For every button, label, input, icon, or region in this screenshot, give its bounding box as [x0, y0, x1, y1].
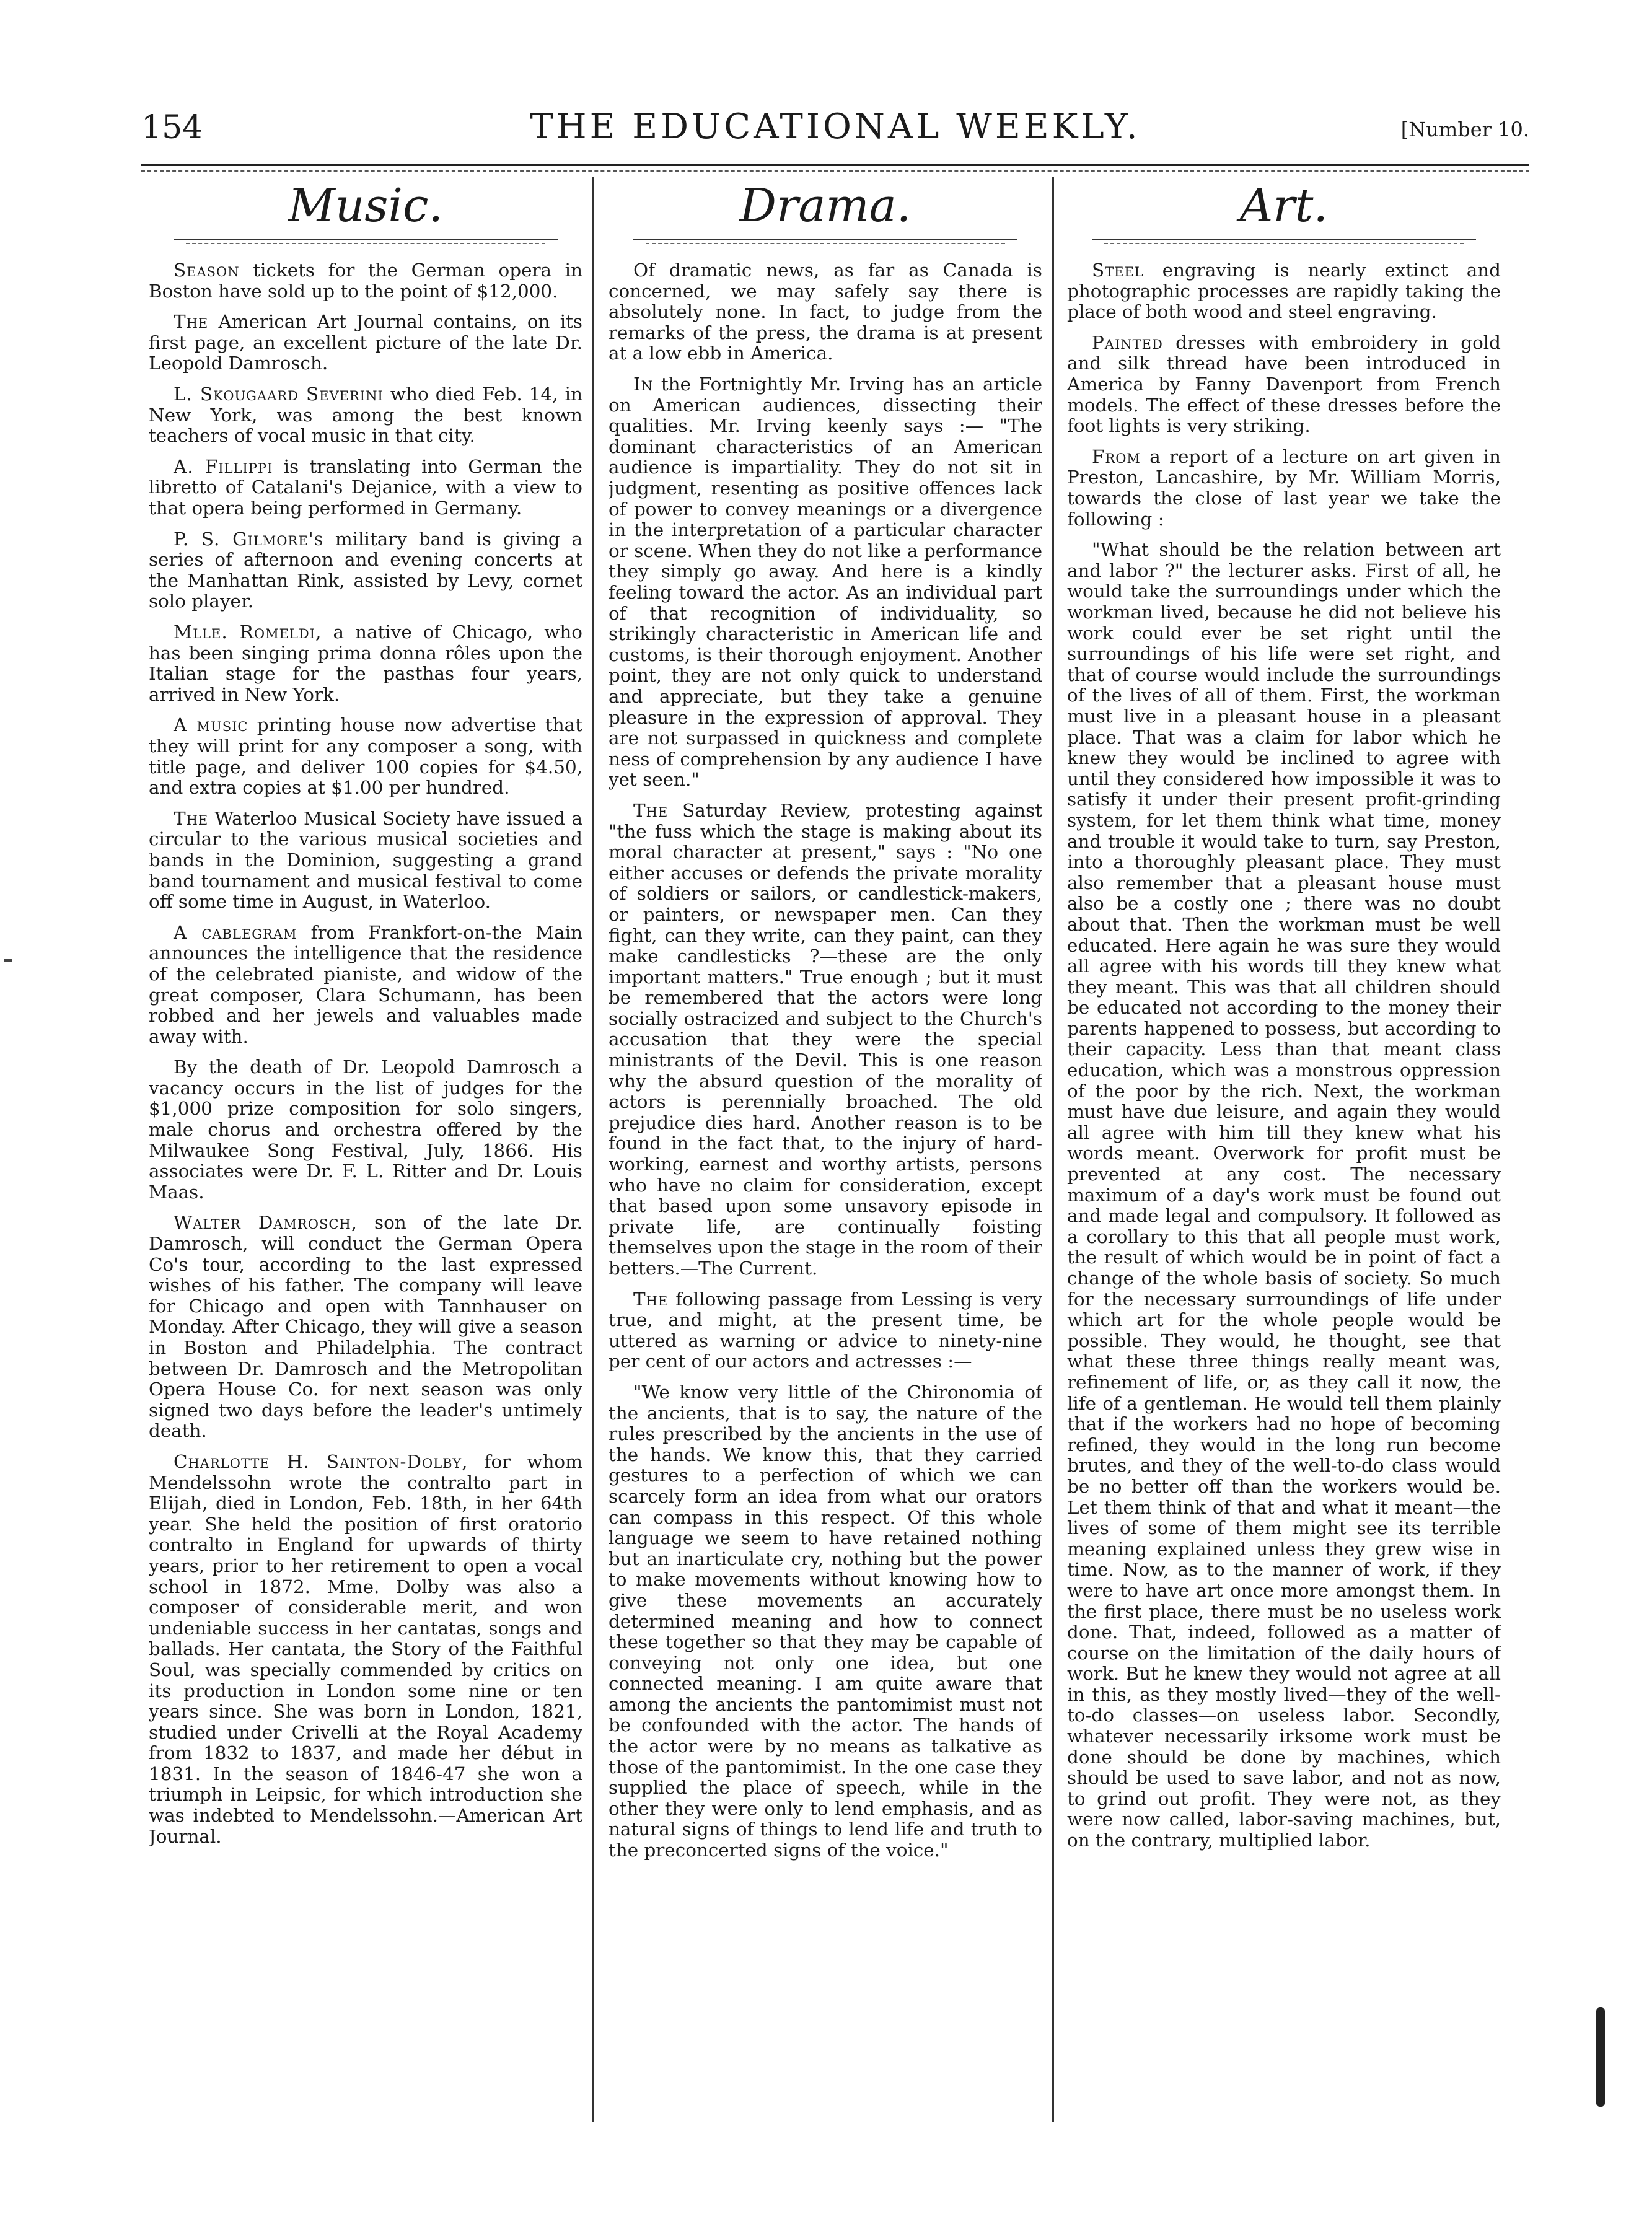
paragraph-lead: The [633, 1288, 669, 1310]
drama-column [609, 180, 1042, 2125]
paragraph-lead: P. S. Gilmore's [174, 528, 324, 550]
column-heading-art: Art. [1239, 180, 1329, 232]
paragraph-text: "We know very little of the Chironomia of the ancients, that is to say, the nature of the rules prescribed by the ancients in the use of the hands. We know this, that they carried gestures to a perfection of which we can scarcely form an idea from what our orators can compass in this respect. Of this whole language we seem to have retained nothing but an inarticulate cry, nothing but the power to make movements without knowing how to give these movements an accurately determined meaning and how to connect these together so that they may be capable of conveying not only one idea, but one connected meaning. I am quite aware that among the ancients the pantomimist must not be confounded with the actor. The hands of the actor were by no means as talkative as those of the pantomimist. In the one case they supplied the place of speech, while in the other they were only to lend emphasis, and as natural signs of things to lend life and truth to the preconcerted signs of the voice." [609, 1381, 1042, 1861]
paragraph-text: is translating into German the libretto of Catalani's Dejanice, with a view to that opera being performed in Germany. [149, 455, 582, 519]
paragraph-lead: Steel [1092, 260, 1144, 281]
article-paragraph [609, 1289, 1042, 1372]
article-paragraph [1067, 260, 1501, 323]
header-rule-dashed [141, 170, 1529, 172]
article-paragraph [149, 260, 582, 302]
article-paragraph [149, 384, 582, 447]
issue-number: [Number 10. [1400, 118, 1529, 141]
paragraph-lead: A. Fillippi [174, 455, 273, 477]
margin-mark [4, 959, 12, 962]
article-paragraph [149, 809, 582, 913]
paragraph-lead: A cablegram [174, 921, 297, 943]
heading-rule [174, 239, 558, 240]
paragraph-lead: In [633, 374, 653, 395]
article-paragraph [149, 1057, 582, 1203]
article-paragraph [609, 260, 1042, 364]
article-paragraph [149, 457, 582, 519]
column-divider [1052, 177, 1054, 2122]
paragraph-lead: The [174, 807, 209, 829]
article-paragraph [609, 801, 1042, 1279]
journal-title: THE EDUCATIONAL WEEKLY. [530, 107, 1141, 147]
column-heading-drama: Drama. [739, 180, 912, 232]
paragraph-text: engraving is nearly extinct and photographic processes are rapidly taking the place of both wood and steel engraving. [1067, 260, 1501, 323]
paragraph-text: who died Feb. 14, in New York, was among the best known teachers of vocal music in that city. [149, 384, 582, 447]
page-number: 154 [141, 109, 203, 146]
article-paragraph [149, 312, 582, 374]
paragraph-text: Waterloo Musical Society have issued a circular to the various musical societies and bands in the Dominion, suggesting a grand band tournament and musical festival to come off some time in August, in Waterloo. [149, 807, 582, 913]
heading-rule-dashed [186, 243, 545, 244]
paragraph-text: son of the late Dr. Damrosch, will conduct the German Opera Co's tour, according to the last expressed wishes of his father. The company will leave for Chicago and open with Tannhauser on Monday. After Chicago, they will give a season in Boston and Philadelphia. The contract between Dr. Damrosch and the Metropolitan Opera House Co. for next season was only signed two days before the leader's untimely death. [149, 1212, 582, 1442]
paragraph-text: dresses with embroidery in gold and silk thread have been introduced in America by Fanny Davenport from French models. The effect of these dresses before the foot lights is very striking. [1067, 331, 1501, 437]
paragraph-lead: Season [174, 260, 240, 281]
paragraph-lead: Charlotte H. Sainton-Dolby, [174, 1450, 468, 1472]
paragraph-lead: A music [174, 714, 248, 736]
article-paragraph [1067, 447, 1501, 530]
article-paragraph [1067, 333, 1501, 437]
article-paragraph [149, 923, 582, 1048]
article-paragraph [149, 1213, 582, 1442]
paragraph-text: from Frankfort-on-the Main announces the intelligence that the residence of the celebrated pianiste, and widow of the great composer, Clara Schumann, has been robbed and her jewels and valuables made away with. [149, 921, 582, 1047]
paragraph-lead: The [174, 311, 209, 333]
article-paragraph [1067, 540, 1501, 1851]
paragraph-lead: L. Skougaard Severini [174, 384, 384, 405]
binding-edge-mark [1596, 2007, 1605, 2107]
paragraph-text: Saturday Review, protesting against "the fuss which the stage is making about its moral character at present," says : "No one either accuses or defends the private morality of soldiers or sailors, or candlestick-makers, or painters, or newspaper men. Can they fight, can they write, can they paint, can they make candlesticks ?—these are the only important matters." True enough ; but it must be remembered that the actors were long socially ostracized and subject to the Church's accusation that they were the special ministrants of the Devil. This is one reason why the absurd question of the morality of actors is perennially broached. The old prejudice dies hard. Another reason is to be found in the fact that, to the injury of hard-working, earnest and worthy artists, persons who have no claim for consideration, except that based upon some unsavory episode in private life, are continually foisting themselves upon the stage in the room of their betters.—The Current. [609, 799, 1042, 1279]
article-paragraph [149, 622, 582, 705]
article-paragraph [609, 374, 1042, 791]
heading-rule-dashed [646, 243, 1005, 244]
music-column [149, 180, 582, 2125]
heading-rule [633, 239, 1017, 240]
paragraph-text: American Art Journal contains, on its first page, an excellent picture of the late Dr. Leopold Damrosch. [149, 311, 582, 374]
paragraph-text: Of dramatic news, as far as Canada is concerned, we may safely say there is absolutely none. In fact, to judge from the remarks of the press, the drama is at present at a low ebb in America. [609, 260, 1042, 364]
paragraph-text: for whom Mendelssohn wrote the contralto part in Elijah, died in London, Feb. 18th, in her 64th year. She held the position of first oratorio contralto in England for upwards of thirty years, prior to her retirement to open a vocal school in 1872. Mme. Dolby was also a composer of considerable merit, and won undeniable success in her cantatas, songs and ballads. Her cantata, the Story of the Faithful Soul, was specially commended by critics on its production in London some nine or ten years since. She was born in London, 1821, studied under Crivelli at the Royal Academy from 1832 to 1837, and made her début in 1831. In the season of 1846-47 she won a triumph in Leipsic, for which introduction she was indebted to Mendelssohn.—American Art Journal. [149, 1450, 582, 1847]
article-paragraph [609, 1382, 1042, 1861]
paragraph-text: By the death of Dr. Leopold Damrosch a vacancy occurs in the list of judges for the $1,000 prize composition for solo singers, male chorus and orchestra offered by the Milwaukee Song Festival, July, 1866. His associates were Dr. F. L. Ritter and Dr. Louis Maas. [149, 1056, 582, 1203]
paragraph-text: printing house now advertise that they will print for any composer a song, with title page, and deliver 100 copies for $4.50, and extra copies at $1.00 per hundred. [149, 714, 582, 799]
paragraph-text: "What should be the relation between art and labor ?" the lecturer asks. First of all, he would take the surroundings under which the workman lived, because he did not believe his work could ever be set right until the surroundings of his life were set right, and that of course would include the surroundings of the lives of all of them. First, the workman must live in a pleasant house in a pleasant place. That was a claim for labor which he knew they would be inclined to agree with until they considered how impossible it was to satisfy it under their present profit-grinding system, for let them think what time, money and trouble it would take to turn, say Preston, into a thoroughly pleasant place. They must also remember that a pleasant house must also be a costly one ; there was no doubt about that. Then the workman must be well educated. Here again he was sure they would all agree with his words till they knew what they meant. This was that all children should be educated not according to the money their parents happened to possess, but according to their capacity. Less than that meant class education, which was a monstrous oppression of the poor by the rich. Next, the workman must have due leisure, and again they would all agree with him till they knew what his words meant. Overwork for profit must be prevented at any cost. The necessary maximum of a day's work must be found out and made legal and compulsory. It followed as a corollary to this that all people must work, the result of which would be in point of fact a change of the whole basis of society. So much for the necessary surroundings of life under which art for the whole people would be possible. They would, he thought, see that what these three things really meant was, refinement of life, or, as they call it now, the life of a gentleman. He would tell them plainly that if the workers had no hope of becoming refined, they would in the long run become brutes, and they of the well-to-do class would be no better off than the workers would be. Let them think of that and what it meant—the lives of some of them might see its terrible meaning explained unless they grew wise in time. Now, as to the manner of work, if they were to have art once more amongst them. In the first place, there must be no useless work done. That, indeed, followed as a matter of course on the limitation of the daily hours of work. But he knew they would not agree at all in this, as they mostly lived—they of the well-to-do classes—on useless labor. Secondly, whatever necessarily irksome work must be done should be done by machines, which should be used to save labor, and not as now, to grind out profit. They were not, as they were now called, labor-saving machines, but, on the contrary, multiplied labor. [1067, 539, 1501, 1851]
paragraph-lead: The [633, 799, 669, 821]
paragraph-lead: Walter Damrosch, [174, 1212, 358, 1234]
paragraph-lead: From [1092, 445, 1141, 467]
column-divider [592, 177, 594, 2122]
paragraph-text: the Fortnightly Mr. Irving has an article on American audiences, dissecting their qualities. Mr. Irving keenly says :— "The dominant characteristics of an American audience is impartiality. They do not sit in judgment, resenting as positive offences lack of power to convey meanings or a divergence in the interpretation of a particular character or scene. When they do not like a performance they simply go away. And here is a kindly feeling toward the actor. As an individual part of that recognition of individuality, so strikingly characteristic in American life and customs, is their thorough enjoyment. Another point, they are not only quick to understand and appreciate, but they take a genuine pleasure in the expression of approval. They are not surpassed in quickness and complete ness of comprehension by any audience I have yet seen." [609, 374, 1042, 791]
paragraph-text: a report of a lecture on art given in Preston, Lancashire, by Mr. William Morris, towards the close of last year we take the following : [1067, 445, 1501, 530]
article-paragraph [149, 1452, 582, 1847]
header-rule [141, 164, 1529, 166]
heading-rule [1092, 239, 1476, 240]
article-paragraph [149, 529, 582, 612]
paragraph-text: military band is giving a series of afternoon and evening concerts at the Manhattan Rink, assisted by Levy, cornet solo player. [149, 528, 582, 612]
page-header [141, 104, 1529, 160]
paragraph-text: a native of Chicago, who has been singing prima donna rôles upon the Italian stage for the pasthas four years, arrived in New York. [149, 621, 582, 705]
heading-rule-dashed [1104, 243, 1464, 244]
column-heading-music: Music. [288, 180, 444, 232]
article-paragraph [149, 715, 582, 798]
art-column [1067, 180, 1501, 2125]
paragraph-lead: Painted [1092, 331, 1163, 353]
paragraph-text: following passage from Lessing is very true, and might, at the present time, be uttered as warning or advice to ninety-nine per cent of our actors and actresses :— [609, 1288, 1042, 1372]
paragraph-text: tickets for the German opera in Boston have sold up to the point of $12,000. [149, 260, 582, 302]
paragraph-lead: Mlle. Romeldi, [174, 621, 322, 643]
